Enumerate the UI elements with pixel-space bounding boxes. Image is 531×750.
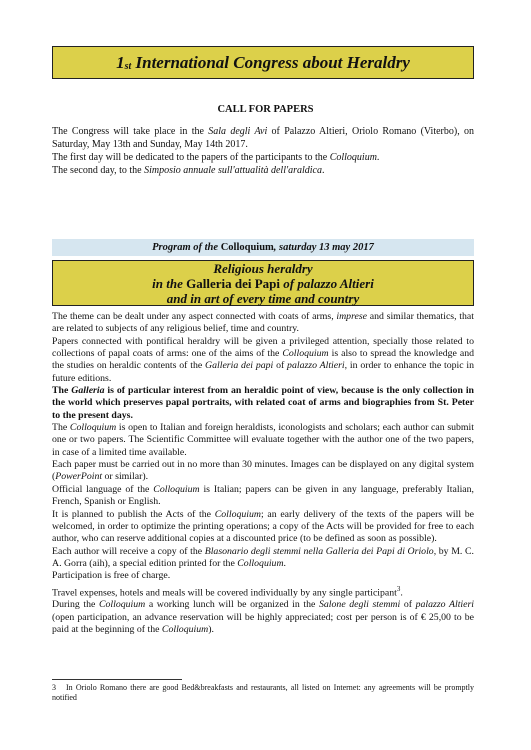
intro-second-day <box>52 165 474 178</box>
body-paragraph: Official language of the Colloquium is Italian; papers can be given in any language, preferably Italian, French, Spanish or English. <box>52 483 474 508</box>
program-date: , saturday 13 may 2017 <box>273 242 374 253</box>
theme-text: of palazzo Altieri <box>280 275 374 291</box>
body-paragraph: Each paper must be carried out in no more than 30 minutes. Images can be displayed on any digital system (PowerPoint or similar). <box>52 459 474 483</box>
footnote-text: In Oriolo Romano there are good Bed&breakfasts and restaurants, all listed on Internet: any agreements will be promptly notified <box>52 683 474 702</box>
program-text: Program of the <box>152 242 221 253</box>
theme-line-3: and in art of every time and country <box>166 290 360 306</box>
intro-venue: Sala degli Avi <box>208 126 268 137</box>
theme-line-2 <box>152 276 374 291</box>
body-paragraph: It is planned to publish the Acts of the Colloquium; an early delivery of the texts of the papers will be welcomed, in order to optimize the printing operations; a copy of the Acts will be provided for free to each author, who can reserve additional copies at a discounted price (to be defined as soon as possible). <box>52 508 475 545</box>
intro-paragraph <box>52 126 474 151</box>
body-paragraph: Papers connected with pontifical heraldry will be given a privileged attention, specially those related to collections of papal coats of arms: one of the aims of the Colloquium is also to spread the knowledge and the studies on heraldic contents of the Galleria dei papi of palazzo Altieri, in order to enhance the topic in future editions. <box>52 335 475 384</box>
theme-galleria: Galleria dei Papi <box>186 275 281 291</box>
theme-box <box>52 260 474 306</box>
title-prefix: 1 <box>116 52 125 72</box>
footnote-number: 3 <box>52 683 56 692</box>
footnote-ref: 3 <box>396 584 401 593</box>
title-superscript: st <box>124 61 132 72</box>
footnote <box>52 683 474 703</box>
body-paragraph-bold: The Galleria is of particular interest from an heraldic point of view, because is the only collection in the world which preserves papal portraits, with related coat of arms and biographies from St. Peter to the present days. <box>52 385 474 421</box>
colloquium-term: Colloquium <box>329 152 377 163</box>
theme-text: in the <box>152 275 187 291</box>
call-for-papers-heading: CALL FOR PAPERS <box>217 104 314 115</box>
intro-text: The second day, to the <box>52 165 145 176</box>
congress-title-box <box>52 46 474 79</box>
body-paragraph: Travel expenses, hotels and meals will be covered individually by any single participant$^3$. <box>52 584 403 598</box>
intro-first-day <box>52 152 474 165</box>
intro-text: The first day will be dedicated to the papers of the participants to the <box>52 152 330 163</box>
intro-text: . <box>376 152 380 163</box>
body-paragraph: Each author will receive a copy of the Blasonario degli stemmi nella Galleria dei Papi di Oriolo, by M. C. A. Gorra (aih), a special edition printed for the Colloquium. <box>52 545 474 569</box>
program-bar <box>52 239 474 256</box>
intro-text: of Palazzo Altieri, Oriolo Romano (Viterbo), on Saturday, May 13th and Sunday, May 14th 2017. <box>52 126 475 150</box>
theme-line-1: Religious heraldry <box>213 260 313 276</box>
body-text <box>52 311 474 636</box>
body-paragraph: Participation is free of charge. <box>52 570 171 582</box>
body-paragraph: The theme can be dealt under any aspect connected with coats of arms, imprese and similar thematics, that are related to subjects of any religious belief, time and country. <box>52 311 474 335</box>
body-paragraph: The Colloquium is open to Italian and foreign heraldists, iconologists and scholars; each author can submit one or two papers. The Scientific Committee will evaluate together with the author one of the two papers, in case of a limited time available. <box>52 422 474 458</box>
simposio-term: Simposio annuale sull'attualità dell'araldica <box>144 165 322 176</box>
intro-text: . <box>322 165 325 176</box>
footnote-divider <box>52 679 182 680</box>
intro-text: The Congress will take place in the <box>52 126 209 137</box>
body-paragraph: During the Colloquium a working lunch will be organized in the Salone degli stemmi of palazzo Altieri (open participation, an advance reservation will be highly appreciated; cost per person is of € 25,00 to be paid at the beginning of the Colloquium). <box>52 599 475 635</box>
title-text: International Congress about Heraldry <box>131 52 410 72</box>
program-colloquium: Colloquium <box>220 242 274 253</box>
